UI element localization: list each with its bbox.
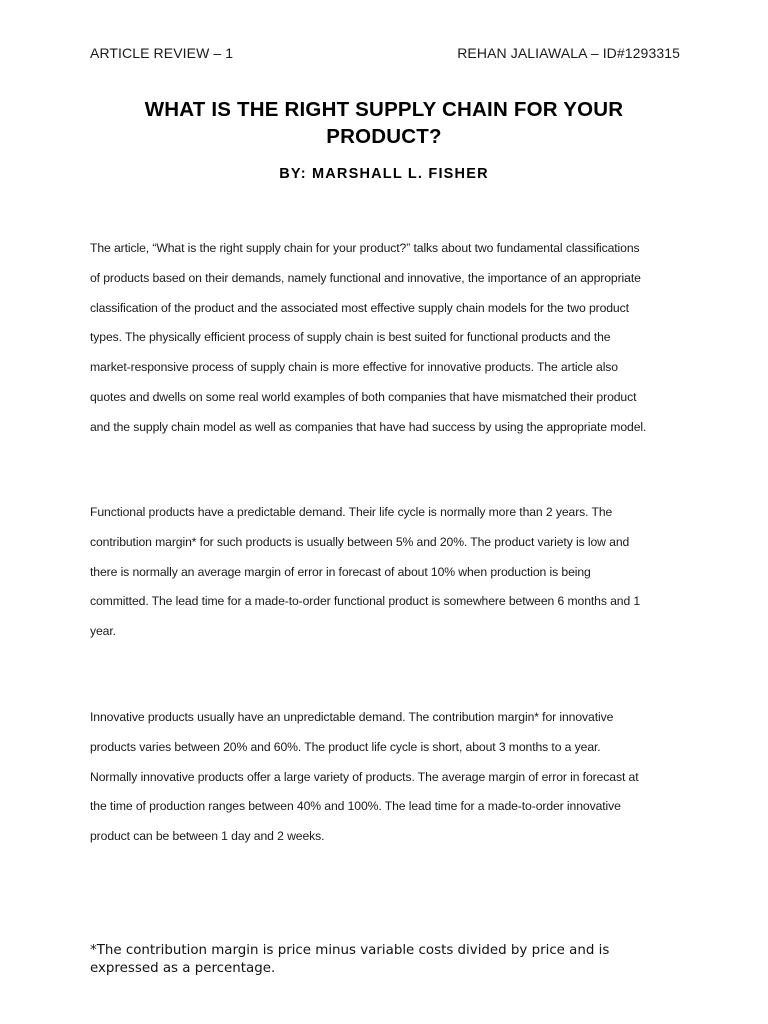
functional-products-paragraph (90, 498, 690, 647)
paragraph-line: classification of the product and the associated most effective supply chain models for the two product (90, 300, 629, 315)
paragraph-line: there is normally an average margin of error in forecast of about 10% when production is being (90, 564, 591, 579)
summary-paragraph (90, 234, 690, 443)
paragraph-line: of products based on their demands, namely functional and innovative, the importance of an appropriate (90, 270, 641, 285)
article-title-line: WHAT IS THE RIGHT SUPPLY CHAIN FOR YOUR (144, 98, 624, 121)
paragraph-line: Normally innovative products offer a large variety of products. The average margin of error in forecast at (90, 769, 639, 784)
paragraph-line: committed. The lead time for a made-to-order functional product is somewhere between 6 months and 1 (90, 594, 641, 609)
paragraph-line: contribution margin* for such products is usually between 5% and 20%. The product variety is low and (90, 534, 630, 549)
paragraph-line: types. The physically efficient process of supply chain is best suited for functional products and the (90, 330, 611, 345)
paragraph-line: products varies between 20% and 60%. The product life cycle is short, about 3 months to a year. (90, 739, 601, 754)
header-article-label: ARTICLE REVIEW – 1 (90, 45, 234, 61)
article-title (100, 96, 668, 150)
innovative-products-paragraph (90, 703, 690, 852)
paragraph-line: market-responsive process of supply chain is more effective for innovative products. The article also (90, 360, 618, 375)
paragraph-line: Innovative products usually have an unpredictable demand. The contribution margin* for innovative (90, 710, 614, 724)
paragraph-line: The article, “What is the right supply chain for your product?” talks about two fundamental classifications (90, 241, 640, 255)
footnote-line: *The contribution margin is price minus variable costs divided by price and is (90, 943, 610, 958)
paragraph-line: Functional products have a predictable demand. Their life cycle is normally more than 2 years. The (90, 505, 613, 519)
footnote (90, 942, 690, 977)
paragraph-line: product can be between 1 day and 2 weeks. (90, 829, 325, 844)
paragraph-line: year. (90, 624, 116, 639)
paragraph-line: quotes and dwells on some real world examples of both companies that have mismatched their product (90, 389, 637, 404)
paragraph-line: the time of production ranges between 40% and 100%. The lead time for a made-to-order innovative (90, 799, 621, 814)
header-author-id: REHAN JALIAWALA – ID#1293315 (457, 45, 680, 61)
article-title-line: PRODUCT? (326, 125, 442, 148)
footnote-line: expressed as a percentage. (90, 960, 276, 976)
article-byline: BY: MARSHALL L. FISHER (279, 166, 489, 182)
paragraph-line: and the supply chain model as well as companies that have had success by using the appropriate model. (90, 419, 647, 434)
